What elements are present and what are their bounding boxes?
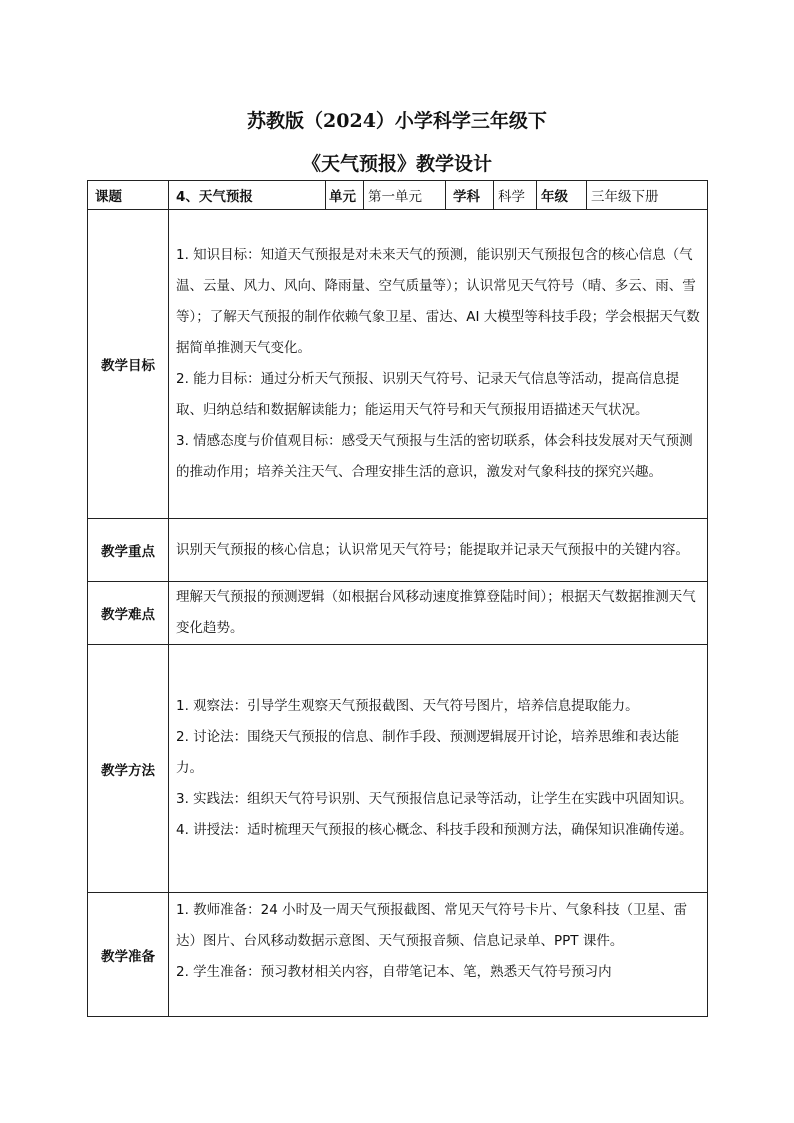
topic-value: 4、天气预报 [169,181,326,210]
preparation-content [169,893,708,1017]
objectives-row [88,210,708,519]
document-subtitle: 《天气预报》教学设计 [301,153,492,175]
difficulties-row [88,582,708,645]
objective-ability: 2. 能力目标：通过分析天气预报、识别天气符号、记录天气信息等活动，提高信息提取、归纳总结和数据解读能力；能运用天气符号和天气预报用语描述天气状况。 [176,371,680,418]
subject-value: 科学 [494,181,537,210]
objectives-label: 教学目标 [88,210,169,519]
methods-content [169,645,708,893]
key-points-content [169,519,708,582]
preparation-clip [176,895,700,1015]
key-points-text: 识别天气预报的核心信息；认识常见天气符号；能提取并记录天气预报中的关键内容。 [176,541,689,558]
lesson-plan-table [87,180,708,1017]
preparation-label: 教学准备 [88,893,169,1017]
key-points-row [88,519,708,582]
methods-row [88,645,708,893]
methods-label: 教学方法 [88,645,169,893]
unit-label: 单元 [326,181,364,210]
subject-label: 学科 [446,181,494,210]
grade-label: 年级 [537,181,587,210]
objective-knowledge: 1. 知识目标：知道天气预报是对未来天气的预测，能识别天气预报包含的核心信息（气温、云量、风力、风向、降雨量、空气质量等）；认识常见天气符号（晴、多云、雨、雪等）；了解天气预报的制作依赖气象卫星、雷达、AI 大模型等科技手段；学会根据天气数据简单推测天气变化。 [176,247,700,356]
method-lecture: 4. 讲授法：适时梳理天气预报的核心概念、科技手段和预测方法，确保知识准确传递。 [176,822,693,838]
grade-value: 三年级下册 [587,181,708,210]
preparation-teacher: 1. 教师准备：24 小时及一周天气预报截图、常见天气符号卡片、气象科技（卫星、雷达）图片、台风移动数据示意图、天气预报音频、信息记录单、PPT 课件。 [176,901,688,949]
key-points-label: 教学重点 [88,519,169,582]
difficulties-label: 教学难点 [88,582,169,645]
method-practice: 3. 实践法：组织天气符号识别、天气预报信息记录等活动，让学生在实践中巩固知识。 [176,791,693,807]
document-title: 苏教版（2024）小学科学三年级下 [247,110,547,132]
objective-attitude: 3. 情感态度与价值观目标：感受天气预报与生活的密切联系，体会科技发展对天气预测的推动作用；培养关注天气、合理安排生活的意识，激发对气象科技的探究兴趣。 [176,433,693,480]
objectives-content [169,210,708,519]
preparation-row [88,893,708,1017]
header-row [88,181,708,210]
method-observation: 1. 观察法：引导学生观察天气预报截图、天气符号图片，培养信息提取能力。 [176,698,639,714]
unit-value: 第一单元 [364,181,446,210]
method-discussion: 2. 讨论法：围绕天气预报的信息、制作手段、预测逻辑展开讨论，培养思维和表达能力。 [176,729,680,776]
preparation-student: 2. 学生准备：预习教材相关内容，自带笔记本、笔，熟悉天气符号预习内 [176,963,612,980]
difficulties-content [169,582,708,645]
topic-label: 课题 [88,181,169,210]
difficulties-text: 理解天气预报的预测逻辑（如根据台风移动速度推算登陆时间）；根据天气数据推测天气变化趋势。 [176,589,696,636]
